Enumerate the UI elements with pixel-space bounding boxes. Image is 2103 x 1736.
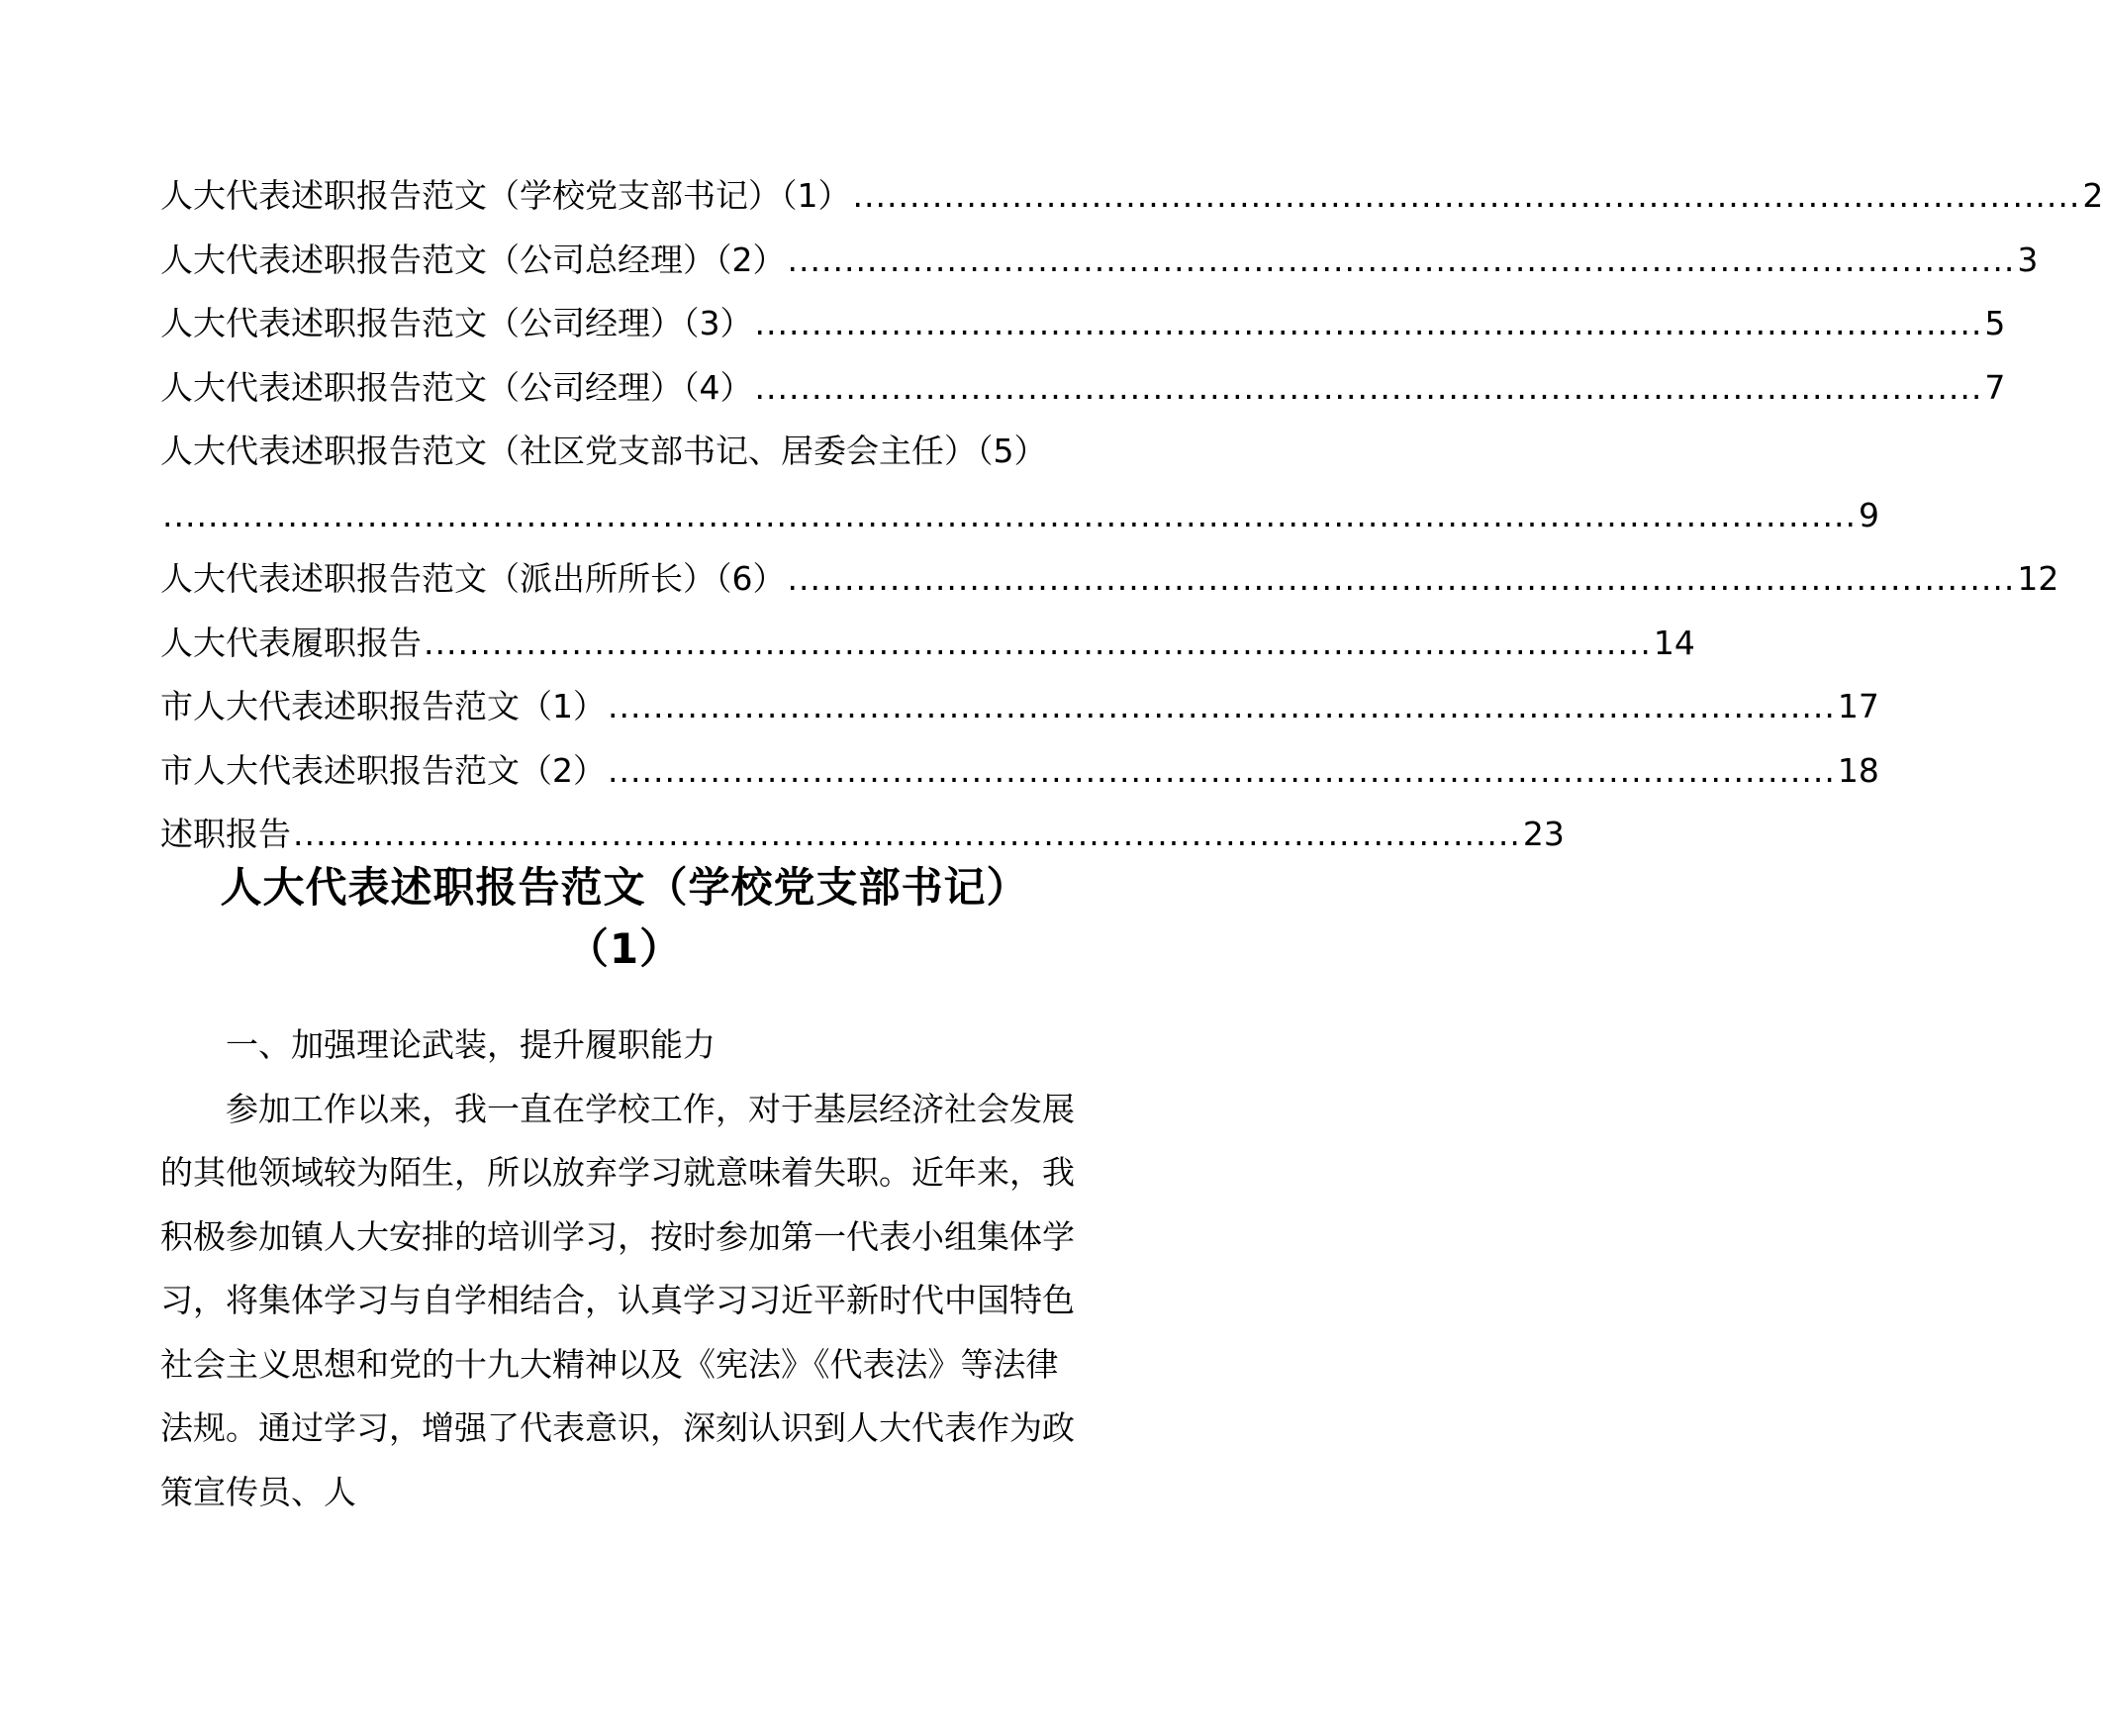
- document-title: [160, 857, 1089, 980]
- toc-leader-dots: ............................................................................................................: [424, 623, 1652, 662]
- document-body: [160, 1013, 1091, 1524]
- toc-entry-page: 7: [1984, 367, 2006, 407]
- toc-leader-dots: .....................................................................................................................................................: [162, 495, 1857, 534]
- toc-entry-title: 人大代表述职报告范文（社区党支部书记、居委会主任）（5）: [160, 432, 1047, 470]
- toc-entry-continuation: [160, 494, 1879, 558]
- toc-leader-dots: ............................................................................................................: [608, 750, 1836, 790]
- toc-entry-page: 5: [1984, 304, 2006, 342]
- toc-entry-title: 人大代表履职报告: [160, 623, 422, 662]
- toc-entry-page: 2: [2082, 176, 2103, 215]
- toc-entry-page: 14: [1653, 623, 1695, 662]
- toc-entry[interactable]: [160, 174, 2103, 239]
- document-title-line: 人大代表述职报告范文（学校党支部书记）: [220, 863, 1029, 912]
- section-heading: 一、加强理论武装，提升履职能力: [226, 1025, 716, 1064]
- toc-leader-dots: ............................................................................................................: [787, 559, 2016, 598]
- toc-leader-dots: ............................................................................................................: [293, 815, 1521, 853]
- toc-leader-dots: ............................................................................................................: [754, 367, 1983, 407]
- toc-entry[interactable]: [160, 557, 2059, 622]
- toc-entry[interactable]: [160, 749, 1879, 814]
- toc-entry-title: 人大代表述职报告范文（公司总经理）（2）: [160, 240, 786, 279]
- toc-entry[interactable]: [160, 239, 2039, 303]
- toc-leader-dots: ............................................................................................................: [754, 304, 1983, 342]
- toc-entry-page: 3: [2017, 240, 2039, 279]
- toc-leader-dots: ............................................................................................................: [852, 176, 2081, 215]
- toc-entry-title: 述职报告: [160, 815, 291, 853]
- toc-entry-title: 人大代表述职报告范文（派出所所长）（6）: [160, 559, 786, 598]
- toc-entry-title: 人大代表述职报告范文（公司经理）（4）: [160, 367, 753, 407]
- document-title-number: （1）: [566, 924, 683, 973]
- toc-leader-dots: ............................................................................................................: [608, 687, 1836, 725]
- toc-entry[interactable]: [160, 430, 1879, 557]
- toc-leader-dots: ............................................................................................................: [787, 240, 2016, 279]
- toc-entry-page: 23: [1522, 815, 1565, 853]
- body-paragraph: 参加工作以来，我一直在学校工作，对于基层经济社会发展的其他领域较为陌生，所以放弃学习就意味着失职。近年来，我积极参加镇人大安排的培训学习，按时参加第一代表小组集体学习，将集体学习与自学相结合，认真学习习近平新时代中国特色社会主义思想和党的十九大精神以及《宪法》《代表法》等法律法规。通过学习，增强了代表意识，深刻认识到人大代表作为政策宣传员、人: [160, 1089, 1075, 1511]
- toc-entry-title: 市人大代表述职报告范文（2）: [160, 750, 606, 790]
- toc-entry-page: 18: [1837, 750, 1879, 790]
- toc-entry[interactable]: [160, 685, 1879, 749]
- table-of-contents: [160, 174, 2103, 877]
- toc-entry-page: 9: [1858, 495, 1879, 534]
- toc-entry-page: 17: [1837, 687, 1879, 725]
- toc-entry-title: 市人大代表述职报告范文（1）: [160, 687, 606, 725]
- toc-entry-title: 人大代表述职报告范文（学校党支部书记）（1）: [160, 176, 851, 215]
- toc-entry[interactable]: [160, 302, 2006, 366]
- toc-entry[interactable]: [160, 366, 2006, 431]
- toc-entry[interactable]: [160, 622, 1695, 686]
- toc-entry-title: 人大代表述职报告范文（公司经理）（3）: [160, 304, 753, 342]
- toc-entry-page: 12: [2017, 559, 2059, 598]
